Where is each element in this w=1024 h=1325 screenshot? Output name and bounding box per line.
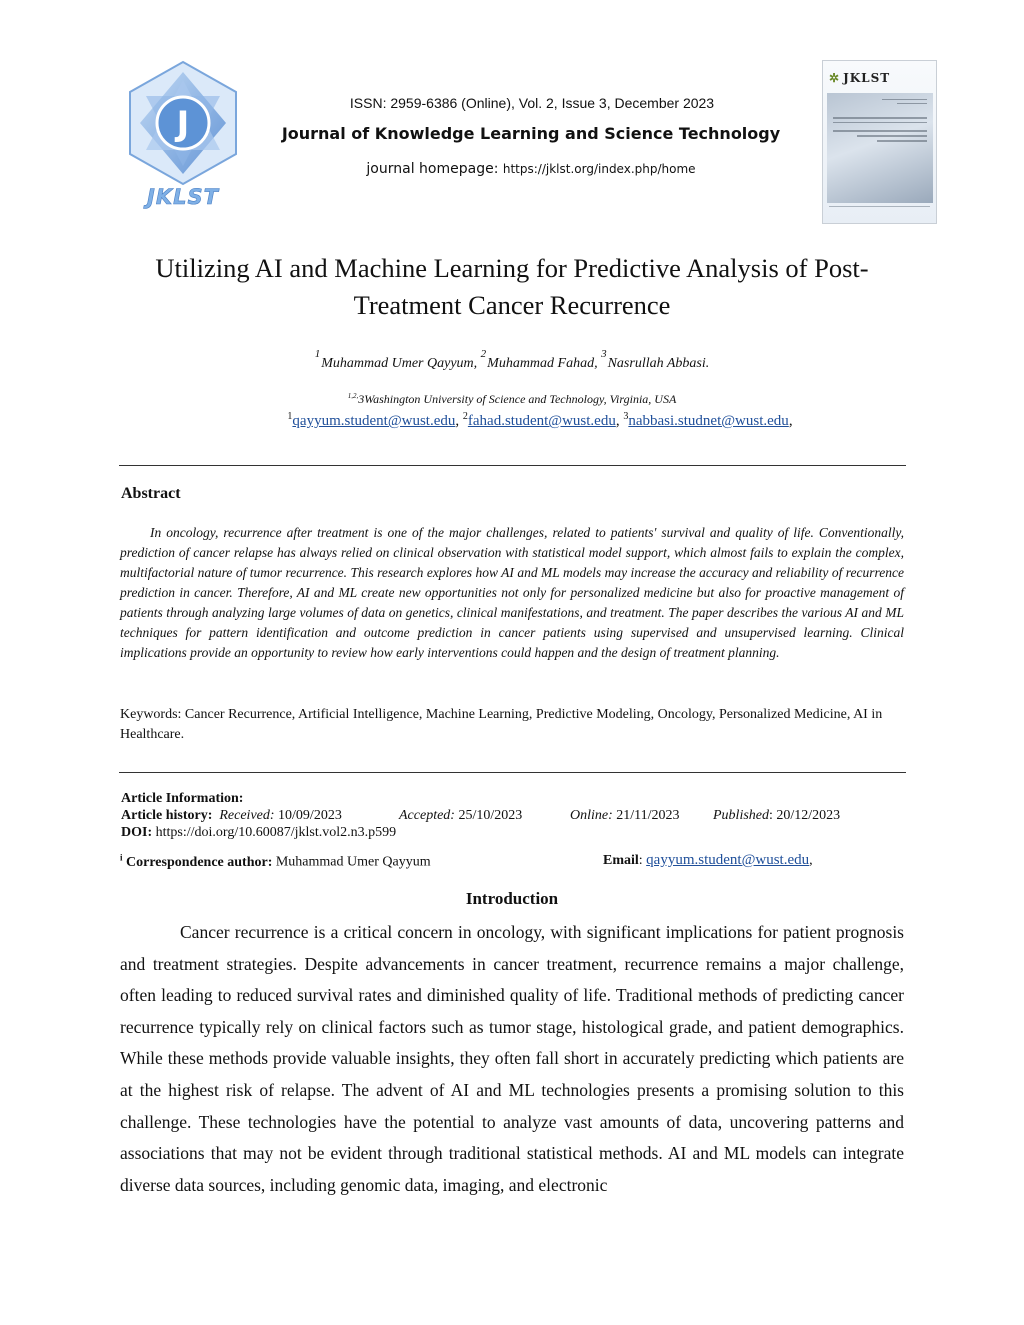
author-emails [0, 411, 1024, 430]
paper-title [100, 250, 924, 324]
email-label: Email [603, 853, 639, 868]
paper-title-line-2: Treatment Cancer Recurrence [353, 290, 671, 320]
doi-line [121, 825, 396, 841]
author-1-sup: 1 [314, 348, 321, 360]
author-3-sup: 3 [601, 348, 607, 360]
corr-name: Muhammad Umer Qayyum [275, 854, 431, 870]
abstract-text: In oncology, recurrence after treatment is one of the major challenges, related to patients' survival and quality of life. Conventionally, prediction of cancer relapse has always relied on clinical observation with statistical model support, which almost fails to explain the complex, multifactorial nature of tumor recurrence. This research explores how AI and ML models may increase the accuracy and reliability of recurrence prediction in cancer. Therefore, AI and ML create new opportunities not only for personalized medicine but also for proactive management of patients through analyzing large volumes of data on genetics, clinical manifestations, and treatment. The paper describes the various AI and ML techniques for pattern identification and outcome prediction in cancer patients using supervised and unsupervised learning. Clinical implications provide an opportunity to review how early interventions could happen and the design of treatment planning. [120, 525, 904, 660]
corr-email-link[interactable]: qayyum.student@wust.edu [646, 852, 810, 868]
affiliation-text: 3Washington University of Science and Technology, Virginia, USA [358, 392, 677, 406]
corr-email-tail: , [809, 853, 813, 868]
article-info-heading: Article Information: [121, 791, 244, 806]
email-2-sup: 2 [462, 411, 468, 422]
online-info [570, 808, 680, 824]
journal-name: Journal of Knowledge Learning and Science Technology [281, 124, 781, 143]
doi-label: DOI: [121, 825, 153, 840]
homepage-url[interactable]: https://jklst.org/index.php/home [502, 162, 696, 176]
journal-cover-thumbnail [822, 60, 937, 224]
correspondence [120, 852, 431, 871]
accepted-label: Accepted: [399, 808, 455, 823]
article-history [121, 808, 342, 824]
affiliation [0, 392, 1024, 407]
email-3-sup: 3 [623, 411, 629, 422]
paper-title-line-1: Utilizing AI and Machine Learning for Predictive Analysis of Post- [155, 253, 869, 283]
author-1: Muhammad Umer Qayyum, [321, 356, 478, 371]
received-label: Received: [219, 808, 275, 823]
author-3: Nasrullah Abbasi. [607, 356, 710, 371]
homepage-label: journal homepage: [366, 161, 503, 177]
published-date: : 20/12/2023 [769, 808, 841, 823]
doi-link[interactable]: https://doi.org/10.60087/jklst.vol2.n3.p599 [155, 825, 397, 840]
email-label-sep: : [638, 853, 647, 868]
logo-text: JKLST [147, 185, 219, 209]
email-1-sup: 1 [287, 411, 293, 422]
cover-star-icon: ✲ [829, 71, 841, 85]
cover-footer [829, 206, 930, 215]
abstract-heading: Abstract [121, 485, 181, 502]
email-link-3[interactable]: nabbasi.studnet@wust.edu [628, 413, 789, 429]
accepted-date: 25/10/2023 [458, 808, 523, 823]
history-label: Article history: [121, 808, 213, 823]
divider-bottom [119, 772, 906, 773]
accepted-info [399, 808, 522, 824]
email-sep-3: , [788, 413, 793, 429]
author-2-sup: 2 [480, 348, 487, 360]
cover-image [827, 93, 933, 203]
online-date: 21/11/2023 [616, 808, 680, 823]
online-label: Online: [570, 808, 613, 823]
published-label: Published [713, 808, 769, 823]
received-date: 10/09/2023 [278, 808, 342, 823]
keywords: Keywords: Cancer Recurrence, Artificial Intelligence, Machine Learning, Predictive Modeling, Oncology, Personalized Medicine, AI in Healthcare. [120, 707, 883, 742]
introduction-text: Cancer recurrence is a critical concern in oncology, with significant implications for patient prognosis and treatment strategies. Despite advancements in cancer treatment, recurrence remains a major challenge, often leading to reduced survival rates and diminished quality of life. Traditional methods of predicting cancer recurrence typically rely on clinical factors such as tumor stage, histological grade, and patient demographics. While these methods provide valuable insights, they often fall short in accurately predicting which patients are at the highest risk of relapse. The advent of AI and ML technologies presents a promising solution to this challenge. These technologies have the potential to analyze vast amounts of data, uncovering patterns and associations that may not be evident through traditional statistical methods. AI and ML models can integrate diverse data sources, including genomic data, imaging, and electronic [120, 922, 904, 1195]
corr-email [603, 852, 813, 869]
affiliation-sup: 1,2, [347, 392, 359, 400]
issn-line: ISSN: 2959-6386 (Online), Vol. 2, Issue 3, December 2023 [349, 95, 715, 111]
introduction-heading: Introduction [465, 889, 559, 908]
cover-logo-text: JKLST [843, 71, 891, 85]
email-sep-2: , [615, 413, 624, 429]
cover-logo [829, 71, 890, 85]
published-info [713, 808, 840, 824]
corr-sup: i [120, 852, 123, 862]
corr-label: Correspondence author: [126, 854, 273, 870]
email-link-2[interactable]: fahad.student@wust.edu [467, 413, 616, 429]
author-2: Muhammad Fahad, [487, 356, 598, 371]
divider-top [119, 465, 906, 466]
logo-letter: J [176, 104, 190, 144]
author-list [0, 348, 1024, 372]
email-link-1[interactable]: qayyum.student@wust.edu [292, 413, 456, 429]
email-sep-1: , [455, 413, 463, 429]
